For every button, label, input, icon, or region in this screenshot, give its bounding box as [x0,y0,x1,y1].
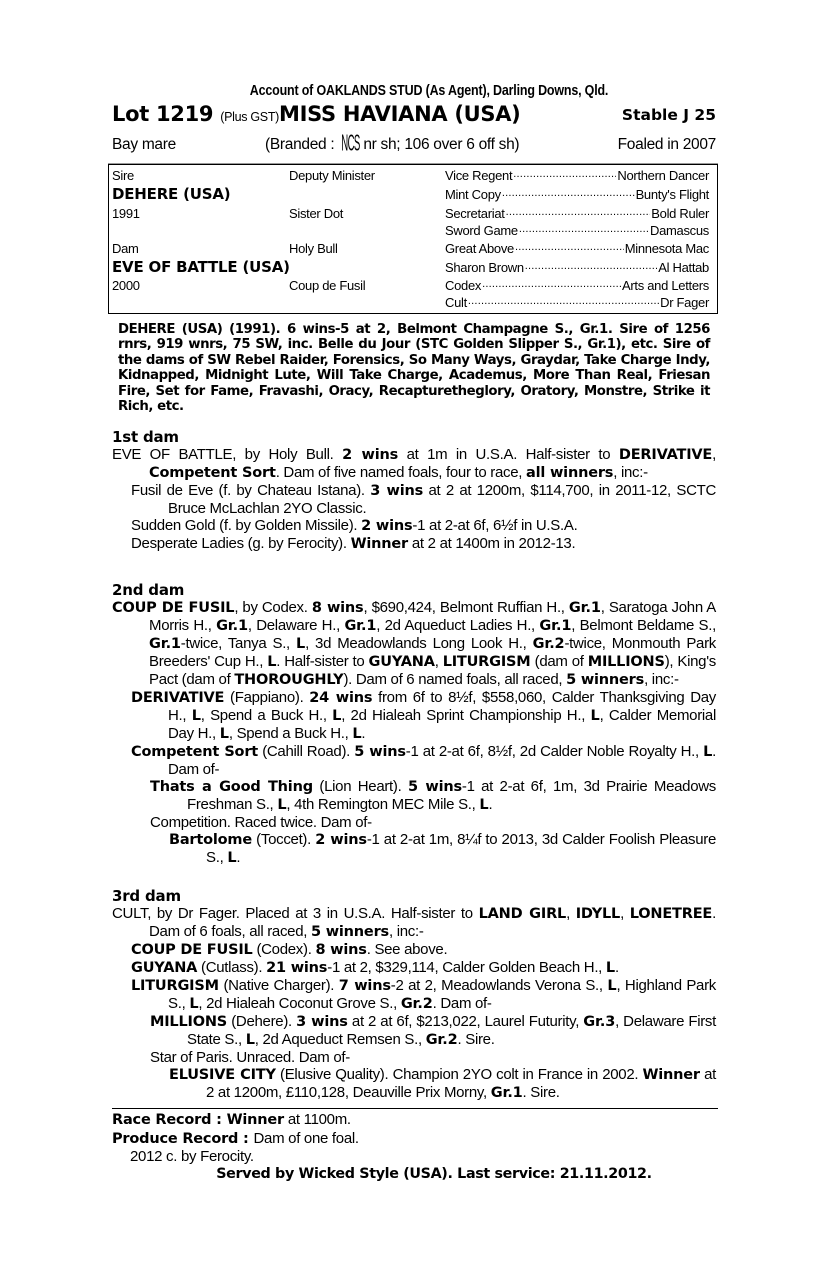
sire-label: Sire [112,168,134,183]
lot-number [112,102,520,126]
gp-right: Dr Fager [660,295,709,310]
progeny-entry: LITURGISM (Native Charger). 7 wins-2 at 2, Meadowlands Verona S., L, Highland Park S., L, 2d Hialeah Coconut Grove S., Gr.2. Dam of- [131,977,716,1012]
foaled-year: Foaled in 2007 [617,136,716,153]
progeny-entry: Sudden Gold (f. by Golden Missile). 2 wins-1 at 2-at 6f, 6½f in U.S.A. [131,517,578,534]
title-row [112,102,716,128]
gp-left: Codex [445,278,482,293]
progeny-entry: Fusil de Eve (f. by Chateau Istana). 3 wins at 2 at 1200m, $114,700, in 2011-12, SCTC Bruce McLachlan 2YO Classic. [131,482,716,517]
gp-left: Mint Copy [445,187,501,202]
second-dam-section [112,582,716,867]
third-dam-para: CULT, by Dr Fager. Placed at 3 in U.S.A. Half-sister to LAND GIRL, IDYLL, LONETREE. Dam of 6 foals, all raced, 5 winners, inc:- [112,905,716,940]
progeny-entry: MILLIONS (Dehere). 3 wins at 2 at 6f, $213,022, Laurel Futurity, Gr.3, Delaware First State S., L, 2d Aqueduct Remsen S., Gr.2. Sire. [150,1013,716,1048]
produce-foal: 2012 c. by Ferocity. [130,1148,254,1165]
stable-location: Stable J 25 [621,106,716,124]
gp-right: Bunty's Flight [635,187,709,202]
dam-dam: Coup de Fusil [289,278,366,293]
progeny-entry: GUYANA (Cutlass). 21 wins-1 at 2, $329,114, Calder Golden Beach H., L. [131,959,619,976]
gp-left: Sword Game [445,223,518,238]
branded-prefix: (Branded : [265,136,335,153]
lot-label: Lot 1219 [112,102,214,126]
dam-label: Dam [112,241,139,256]
gp-right: Bold Ruler [651,206,709,221]
grandparent-row [445,223,709,238]
grandparent-row [445,187,709,202]
gp-right: Al Hattab [658,260,709,275]
horse-name: MISS HAVIANA (USA) [279,102,521,126]
gp-left: Cult [445,295,467,310]
grandparent-row [445,168,709,183]
gp-left: Sharon Brown [445,260,524,275]
gp-right: Minnesota Mac [624,241,709,256]
branded-suffix: nr sh; 106 over 6 off sh) [363,136,520,153]
sire-year: 1991 [112,206,140,221]
colour-sex: Bay mare [112,136,176,153]
sire-description: DEHERE (USA) (1991). 6 wins-5 at 2, Belmont Champagne S., Gr.1. Sire of 1256 rnrs, 919 wnrs, 75 SW, inc. Belle du Jour (STC Golden Slipper S., Gr.1), etc. Sire of the dams of SW Rebel Raider, Forensics, So Many Ways, Graydar, Take Charge Indy, Kidnapped, Midnight Lute, Will Take Charge, Academus, More Than Real, Friesan Fire, Set for Fame, Fravashi, Oracy, Recapturetheglory, Oratory, Monstre, Strike it Rich, etc. [118,322,710,415]
first-dam-section [112,429,716,553]
dam-name: EVE OF BATTLE (USA) [112,258,290,276]
grandparent-row [445,260,709,275]
first-dam-para: EVE OF BATTLE, by Holy Bull. 2 wins at 1m in U.S.A. Half-sister to DERIVATIVE, Competent Sort. Dam of five named foals, four to race, all winners, inc:- [112,446,716,481]
progeny-entry: COUP DE FUSIL (Codex). 8 wins. See above. [131,941,448,958]
vendor-account: Account of OAKLANDS STUD (As Agent), Darling Downs, Qld. [249,83,609,99]
sire-sire: Deputy Minister [289,168,375,183]
progeny-entry: Competent Sort (Cahill Road). 5 wins-1 at 2-at 6f, 8½f, 2d Calder Noble Royalty H., L. Dam of- [131,743,716,778]
progeny-entry: DERIVATIVE (Fappiano). 24 wins from 6f to 8½f, $558,060, Calder Thanksgiving Day H., L, Spend a Buck H., L, 2d Hialeah Sprint Championship H., L, Calder Memorial Day H., L, Spend a Buck H., L. [131,689,716,742]
progeny-entry: Thats a Good Thing (Lion Heart). 5 wins-1 at 2-at 6f, 1m, 3d Prairie Meadows Freshman S., L, 4th Remington MEC Mile S., L. [150,778,716,813]
dam-year: 2000 [112,278,140,293]
third-dam-heading: 3rd dam [112,887,181,905]
grandparent-row [445,241,709,256]
footer-divider [112,1108,718,1109]
grandparent-row [445,278,709,293]
sire-dam: Sister Dot [289,206,344,221]
brand-info [265,129,520,156]
info-row [112,129,716,156]
produce-record: Produce Record : Dam of one foal. [112,1129,359,1147]
served-by: Served by Wicked Style (USA). Last service: 21.11.2012. [216,1165,652,1182]
gp-right: Northern Dancer [617,168,709,183]
progeny-entry: Bartolome (Toccet). 2 wins-1 at 2-at 1m, 8¼f to 2013, 3d Calder Foolish Pleasure S., L. [169,831,716,866]
sire-name: DEHERE (USA) [112,185,231,203]
first-dam-heading: 1st dam [112,428,179,446]
gp-right: Damascus [649,223,709,238]
dam-sire: Holy Bull [289,241,338,256]
third-dam-section [112,888,716,1102]
gp-left: Secretariat [445,206,505,221]
grandparent-row [445,295,709,310]
records-footer [112,1111,716,1183]
second-dam-heading: 2nd dam [112,581,185,599]
gp-left: Great Above [445,241,514,256]
brand-mark-icon: NCS [341,129,361,156]
progeny-entry: Desperate Ladies (g. by Ferocity). Winner at 2 at 1400m in 2012-13. [131,535,576,552]
plus-gst-note: (Plus GST) [220,110,280,124]
progeny-entry: ELUSIVE CITY (Elusive Quality). Champion 2YO colt in France in 2002. Winner at 2 at 1200m, £110,128, Deauville Prix Morny, Gr.1. Sire. [169,1066,716,1101]
progeny-entry: Competition. Raced twice. Dam of- [150,814,372,831]
second-dam-para: COUP DE FUSIL, by Codex. 8 wins, $690,424, Belmont Ruffian H., Gr.1, Saratoga John A Morris H., Gr.1, Delaware H., Gr.1, 2d Aqueduct Ladies H., Gr.1, Belmont Beldame S., Gr.1-twice, Tanya S., L, 3d Meadowlands Long Look H., Gr.2-twice, Monmouth Park Breeders' Cup H., L. Half-sister to GUYANA, LITURGISM (dam of MILLIONS), King's Pact (dam of THOROUGHLY). Dam of 6 named foals, all raced, 5 winners, inc:- [112,599,716,688]
gp-left: Vice Regent [445,168,513,183]
race-record: Race Record : Winner at 1100m. [112,1111,351,1128]
gp-right: Arts and Letters [622,278,709,293]
grandparent-row [445,206,709,221]
progeny-entry: Star of Paris. Unraced. Dam of- [150,1049,350,1066]
pedigree-table [108,164,718,314]
catalogue-page [112,82,716,1182]
